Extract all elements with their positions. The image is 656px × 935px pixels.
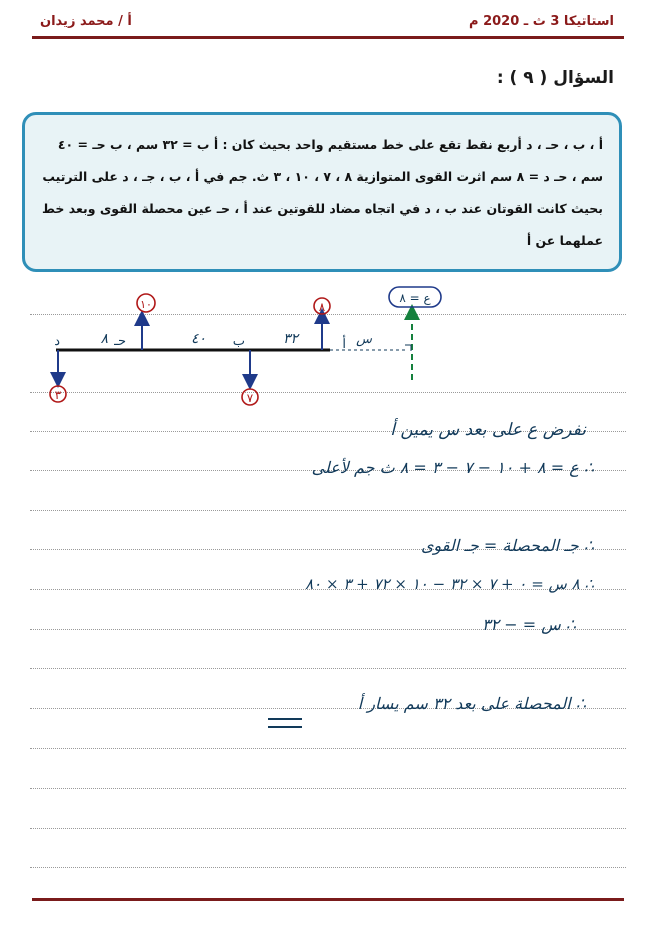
resultant-label: ع = ٨ [399, 291, 431, 305]
question-text: أ ، ب ، حـ ، د أربع نقط تقع على خط مستقيم واحد بحيث كان : أ ب = ٣٢ سم ، ب حـ = ٤٠ سم ، حـ د = ٨ سم اثرت القوى المتوازية ٨ ، ٧ ، ١٠ ، ٣ ث. جم في أ ، ب ، جـ ، د على الترتيب بحيث كانت القوتان عند ب ، د في اتجاه مضاد للقوتين عند أ ، حـ عين محصلة القوى وبعد خط عملهما عن أ [41, 137, 603, 248]
segment-label-ab: ٣٢ [282, 331, 298, 347]
bottom-rule [32, 898, 624, 901]
solution-line-3: ∴ جـ المحصلة = جـ القوى [420, 536, 594, 555]
force-label-a: ٨ [318, 300, 326, 314]
point-label-a: أ [342, 337, 346, 352]
right-angle-mark [405, 345, 411, 351]
force-label-b: ٧ [246, 391, 254, 405]
subject-header: استاتيكا 3 ث ـ 2020 م [469, 14, 614, 29]
point-label-d: د [54, 334, 60, 349]
solution-line-4: ∴ ٨ س = ٠ + ٧ × ٣٢ − ١٠ × ٧٢ + ٣ × ٨٠ [305, 575, 594, 593]
segment-label-bh: ٤٠ [190, 331, 206, 347]
solution-line-1: نفرض ع على بعد س يمين أ [390, 420, 586, 440]
author-header: أ / محمد زيدان [40, 14, 132, 29]
distance-label: س [356, 332, 372, 347]
question-title: السؤال ( ٩ ) : [496, 68, 614, 88]
point-label-h: حـ [114, 334, 126, 349]
solution-line-6: ∴ المحصلة على بعد ٣٢ سم يسار أ [357, 694, 586, 713]
solution-line-2: ∴ ع = ٨ + ١٠ − ٧ − ٣ = ٨ ث جم لأعلى [311, 458, 594, 477]
solution-line-5: ∴ س = − ٣٢ [481, 615, 576, 634]
underline-mark [268, 718, 302, 728]
force-label-h: ١٠ [140, 298, 152, 311]
point-label-b: ب [232, 334, 245, 349]
segment-label-hd: ٨ [100, 331, 108, 347]
force-label-d: ٣ [54, 388, 62, 402]
